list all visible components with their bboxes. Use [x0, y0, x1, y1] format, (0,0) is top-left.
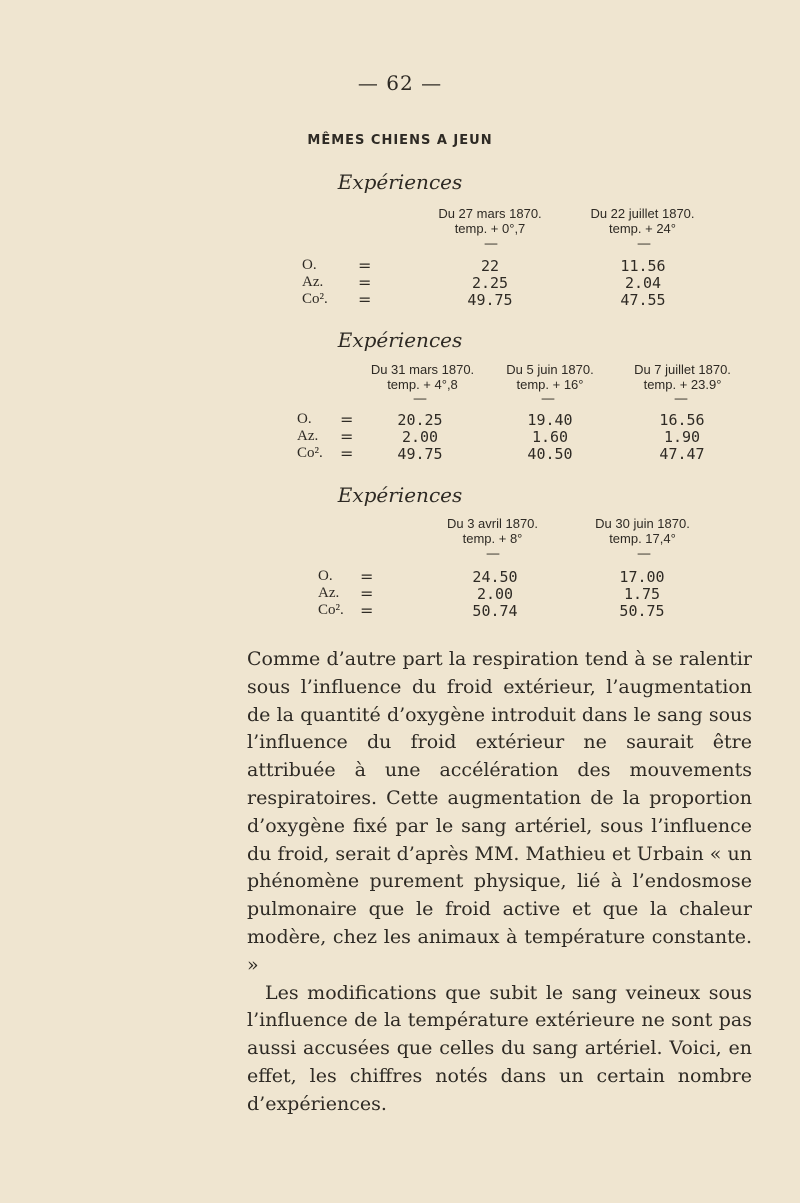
table1-col1-header — [425, 206, 555, 236]
table3-row-label: Az. — [318, 585, 340, 601]
table3-row-label: Co². — [318, 602, 344, 618]
table3-equals: = — [360, 567, 374, 586]
table3-col1-header — [430, 516, 555, 546]
table1-col2-header — [575, 206, 710, 236]
table1-col2-temp: temp. + 24° — [609, 221, 676, 236]
table3-col2-dash: — — [637, 546, 651, 562]
table3-cell: 50.75 — [619, 602, 665, 620]
table2-cell: 2.00 — [401, 428, 439, 446]
table3-equals: = — [360, 601, 374, 620]
table2-row-label: Az. — [297, 428, 319, 444]
table2-col1-temp: temp. + 4°,8 — [387, 377, 458, 392]
table3-row-label: O. — [318, 568, 333, 584]
table3-equals: = — [360, 584, 374, 603]
table2-col3-header — [620, 362, 745, 392]
table1-cell: 49.75 — [467, 291, 513, 309]
table1-equals: = — [358, 273, 372, 292]
table3-col2-header — [575, 516, 710, 546]
table1-col1-dash: — — [484, 236, 498, 252]
table1-row-label: Co². — [302, 291, 328, 307]
table2-cell: 19.40 — [527, 411, 573, 429]
table1-cell: 2.04 — [624, 274, 662, 292]
table2-cell: 20.25 — [397, 411, 443, 429]
table1-equals: = — [358, 256, 372, 275]
table1-equals: = — [358, 290, 372, 309]
table2-col2-dash: — — [541, 391, 555, 407]
table2-col2-header — [490, 362, 610, 392]
paragraph: Les modifications que subit le sang veineux sous l’influence de la température extérieure ne sont pas aussi accusées que celles du sang artériel. Voici, en effet, les chiffres notés dans un certain nombre d’expériences. — [247, 981, 752, 1115]
table3-col1-date: Du 3 avril 1870. — [446, 516, 539, 531]
table2-cell: 47.47 — [659, 445, 705, 463]
table3-col1-temp: temp. + 8° — [462, 531, 523, 546]
table3-title: Expériences — [337, 483, 463, 507]
table1-row-label: O. — [302, 257, 317, 273]
table2-cell: 16.56 — [659, 411, 705, 429]
table1-cell: 47.55 — [620, 291, 666, 309]
table2-col3-dash: — — [674, 391, 688, 407]
table2-col1-dash: — — [413, 391, 427, 407]
paragraph: Comme d’autre part la respiration tend à se ralentir sous l’influence du froid extérieur, l’augmentation de la quantité d’oxygène introduit dans le sang sous l’influence du froid extérieur ne saurait être attribuée à une accélération des mouvements respiratoires. Cette augmentation de la proportion d’oxygène fixé par le sang artériel, sous l’influence du froid, serait d’après MM. Mathieu et Urbain « un phénomène purement physique, lié à l’endosmose pulmonaire que le froid active et que la chaleur modère, chez les animaux à température constante. » — [247, 648, 752, 976]
section-heading: MÊMES CHIENS A JEUN — [307, 133, 493, 148]
table2-equals: = — [340, 427, 354, 446]
table1-cell: 11.56 — [620, 257, 666, 275]
table1-row-label: Az. — [302, 274, 324, 290]
table1-cell: 2.25 — [471, 274, 509, 292]
table3-cell: 50.74 — [472, 602, 518, 620]
table2-equals: = — [340, 444, 354, 463]
table2-cell: 1.90 — [663, 428, 701, 446]
table2-cell: 1.60 — [531, 428, 569, 446]
table2-cell: 49.75 — [397, 445, 443, 463]
table3-cell: 17.00 — [619, 568, 665, 586]
table3-cell: 2.00 — [476, 585, 514, 603]
table3-col2-temp: temp. 17,4° — [609, 531, 676, 546]
table1-col2-date: Du 22 juillet 1870. — [590, 206, 695, 221]
table2-cell: 40.50 — [527, 445, 573, 463]
table2-title: Expériences — [337, 328, 463, 352]
table3-col1-dash: — — [486, 546, 500, 562]
table2-col2-date: Du 5 juin 1870. — [506, 362, 594, 377]
page-number: — 62 — — [357, 71, 443, 95]
table2-col2-temp: temp. + 16° — [516, 377, 584, 392]
table2-col1-date: Du 31 mars 1870. — [370, 362, 475, 377]
table2-row-label: Co². — [297, 445, 323, 461]
body-text — [247, 646, 752, 1119]
table3-cell: 24.50 — [472, 568, 518, 586]
table2-col3-date: Du 7 juillet 1870. — [634, 362, 731, 377]
table3-col2-date: Du 30 juin 1870. — [595, 516, 690, 531]
table3-cell: 1.75 — [623, 585, 661, 603]
table1-title: Expériences — [337, 170, 463, 194]
table2-col1-header — [360, 362, 485, 392]
table2-col3-temp: temp. + 23.9° — [643, 377, 722, 392]
table1-col1-temp: temp. + 0°,7 — [454, 221, 526, 236]
table2-equals: = — [340, 410, 354, 429]
table2-row-label: O. — [297, 411, 312, 427]
table1-cell: 22 — [480, 257, 500, 275]
table1-col1-date: Du 27 mars 1870. — [438, 206, 542, 221]
table1-col2-dash: — — [637, 236, 651, 252]
